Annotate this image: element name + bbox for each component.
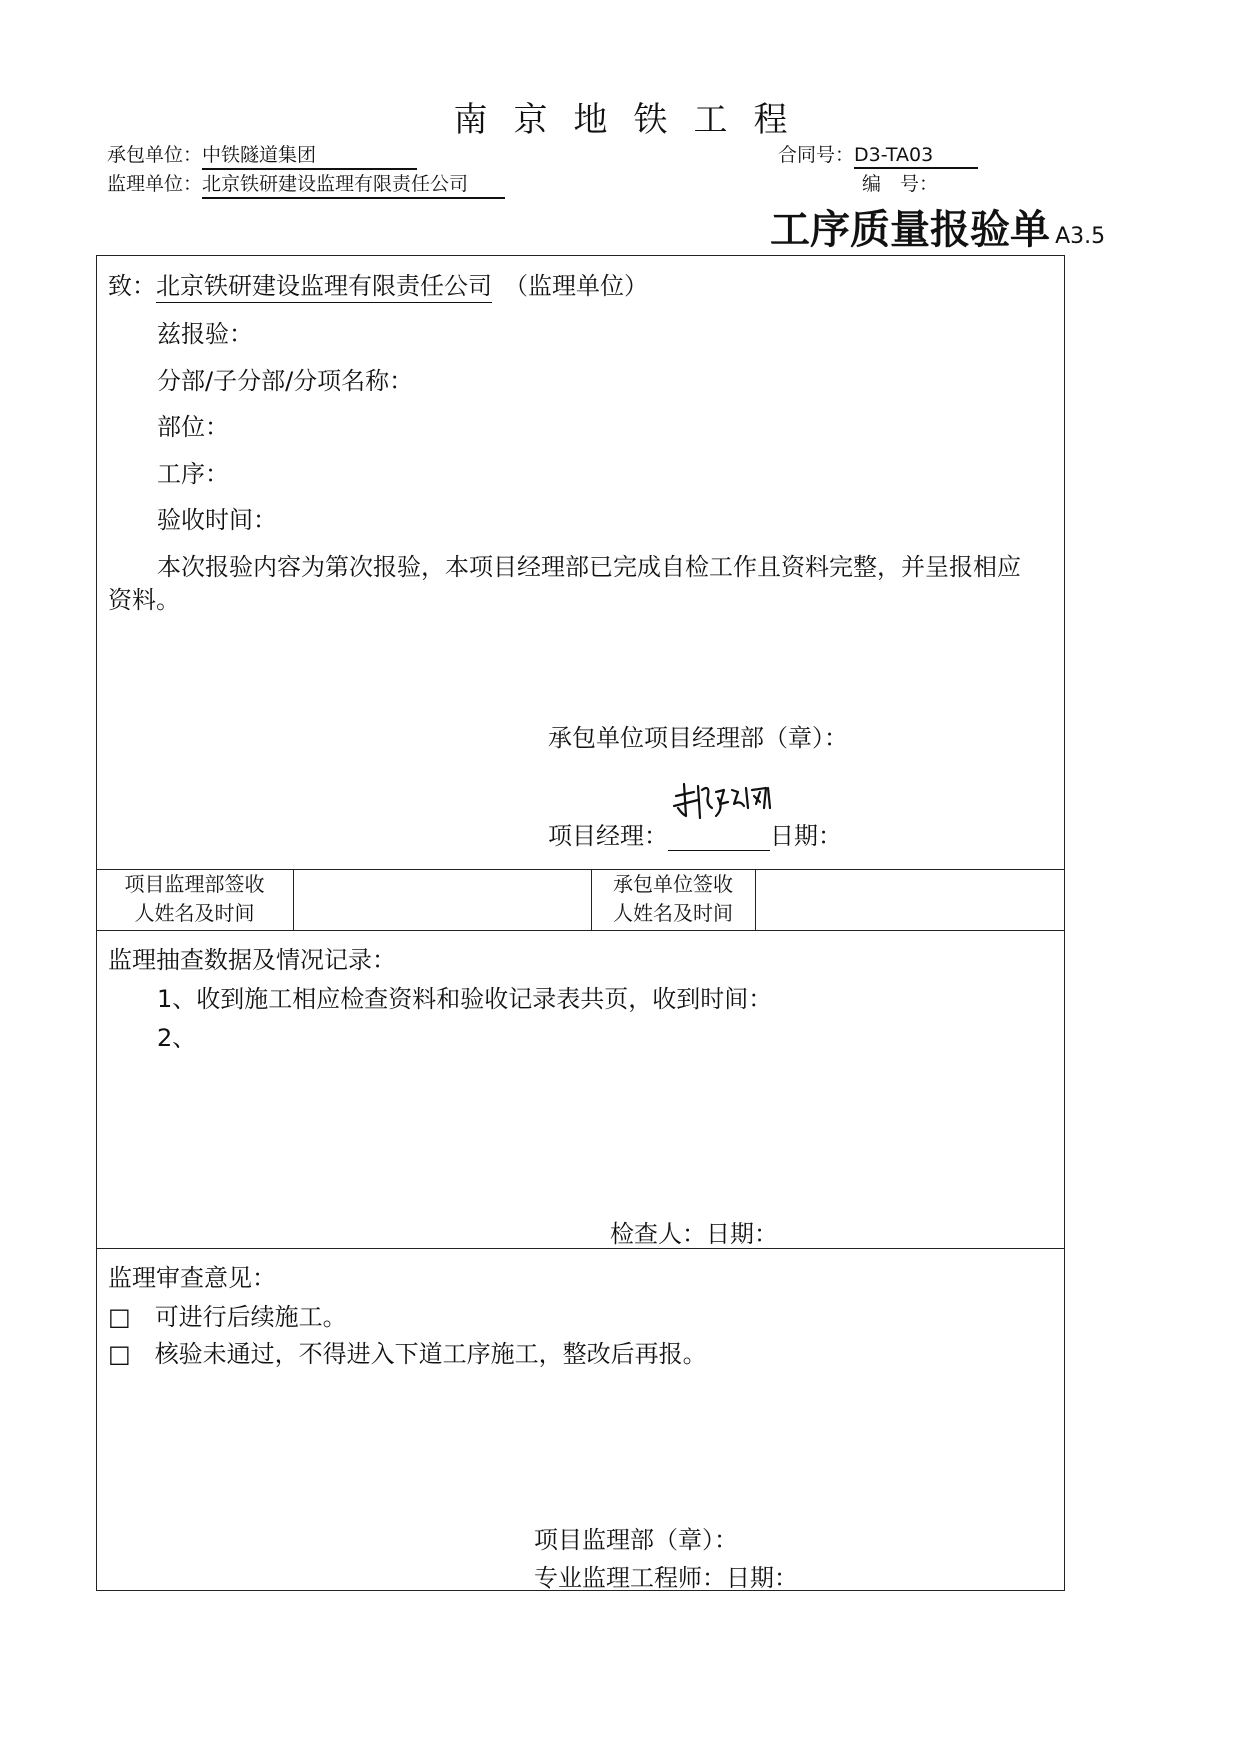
signoff-divider-3 [755,869,756,930]
manager-date-label: 日期： [770,822,842,850]
option-1-label: 可进行后续施工。 [154,1303,347,1331]
form-title: 工序质量报验单 [770,207,1050,253]
contract-row [778,140,978,169]
spot-check-item-2: 2、 [157,1024,197,1052]
contractor-row [107,140,417,170]
supervision-stamp-label: 项目监理部（章）： [534,1526,738,1554]
contract-value: D3-TA03 [854,144,978,169]
form-code: A3.5 [1055,224,1106,249]
contractor-label: 承包单位： [107,144,203,166]
contractor-receiver-label [591,870,755,928]
project-title: 南京地铁工程 [453,100,814,140]
contract-label: 合同号： [778,144,855,166]
form-heading [770,198,1105,255]
manager-signature [668,778,778,826]
inspection-label: 兹报验： [157,320,253,348]
manager-label: 项目经理： [548,822,668,850]
spot-check-heading: 监理抽查数据及情况记录： [108,946,396,974]
contractor-receiver-line-2: 人姓名及时间 [613,901,733,925]
to-value: 北京铁研建设监理有限责任公司 [156,266,492,303]
to-suffix: （监理单位） [504,272,648,300]
item-name-label: 分部/子分部/分项名称： [157,367,414,395]
review-heading: 监理审查意见： [108,1264,276,1292]
process-label: 工序： [157,460,229,488]
supervisor-value: 北京铁研建设监理有限责任公司 [202,169,505,199]
review-option-2 [108,1334,707,1369]
supervision-receiver-line-2: 人姓名及时间 [134,901,255,925]
engineer-date-label: 专业监理工程师：日期： [534,1564,798,1592]
supervision-receiver-line-1: 项目监理部签收 [124,872,265,896]
inspector-date-label: 检查人：日期： [610,1220,778,1248]
supervisor-row [107,169,505,199]
declaration-line-2: 资料。 [108,586,180,614]
option-2-checkbox[interactable]: □ [108,1340,131,1368]
contractor-stamp-label: 承包单位项目经理部（章）： [548,724,848,752]
review-option-1 [108,1297,347,1332]
to-label: 致： [108,272,156,300]
manager-signature-line [668,826,770,851]
supervision-receiver-label [96,870,293,928]
signoff-divider-1 [293,869,294,930]
location-label: 部位： [157,413,229,441]
to-line [108,266,648,303]
divider-signoff-bottom [96,930,1065,931]
divider-review [96,1248,1065,1249]
spot-check-item-1: 1、收到施工相应检查资料和验收记录表共页，收到时间： [157,985,773,1013]
contractor-value: 中铁隧道集团 [202,140,417,170]
option-1-checkbox[interactable]: □ [108,1303,131,1331]
option-2-label: 核验未通过，不得进入下道工序施工，整改后再报。 [154,1340,707,1368]
acceptance-time-label: 验收时间： [157,506,277,534]
number-label: 编 号： [862,173,939,195]
contractor-receiver-line-1: 承包单位签收 [613,872,733,896]
declaration-line-1: 本次报验内容为第次报验，本项目经理部已完成自检工作且资料完整，并呈报相应 [157,553,1021,581]
supervisor-label: 监理单位： [107,173,203,195]
